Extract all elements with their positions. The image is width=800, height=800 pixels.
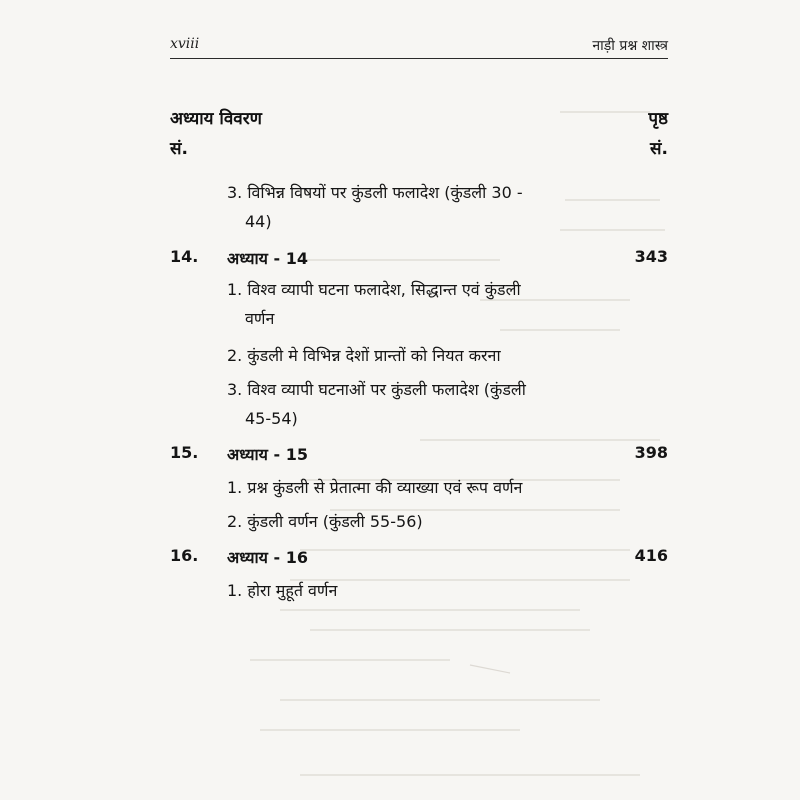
chapter-page: 416 xyxy=(634,546,668,565)
item-line: 1. विश्व व्यापी घटना फलादेश, सिद्धान्त एवं कुंडली xyxy=(227,280,521,299)
page-number: xviii xyxy=(170,36,200,52)
toc-item xyxy=(227,275,627,333)
chapter-number-heading: सं. xyxy=(170,139,188,159)
toc-item xyxy=(227,473,627,502)
running-header xyxy=(170,36,668,60)
item-line: 3. विश्व व्यापी घटनाओं पर कुंडली फलादेश (कुंडली xyxy=(227,380,526,399)
chapter-title: अध्याय - 14 xyxy=(227,249,308,268)
header-rule xyxy=(170,58,668,59)
page-column-heading: पृष्ठ xyxy=(648,109,668,129)
item-line: 2. कुंडली वर्णन (कुंडली 55-56) xyxy=(227,512,423,531)
chapter-number: 16. xyxy=(170,546,199,565)
item-line: 44) xyxy=(245,212,272,231)
toc-item xyxy=(227,341,627,370)
chapter-title: अध्याय - 15 xyxy=(227,445,308,464)
toc-item xyxy=(227,375,627,433)
item-line: 3. विभिन्न विषयों पर कुंडली फलादेश (कुंडली 30 - xyxy=(227,183,523,202)
toc-item xyxy=(227,576,627,605)
page-number-heading: सं. xyxy=(650,139,668,159)
chapter-column-heading: अध्याय विवरण xyxy=(170,109,262,129)
chapter-number: 15. xyxy=(170,443,199,462)
book-title: नाड़ी प्रश्न शास्त्र xyxy=(592,38,668,54)
chapter-page: 398 xyxy=(634,443,668,462)
chapter-title: अध्याय - 16 xyxy=(227,548,308,567)
item-line: 2. कुंडली मे विभिन्न देशों प्रान्तों को नियत करना xyxy=(227,346,501,365)
chapter-number: 14. xyxy=(170,247,199,266)
item-line: 1. होरा मुहूर्त वर्णन xyxy=(227,581,338,600)
continued-item xyxy=(227,178,627,236)
item-line: 1. प्रश्न कुंडली से प्रेतात्मा की व्याख्या एवं रूप वर्णन xyxy=(227,478,523,497)
chapter-page: 343 xyxy=(634,247,668,266)
item-line: वर्णन xyxy=(245,309,275,328)
toc-item xyxy=(227,507,627,536)
item-line: 45-54) xyxy=(245,409,298,428)
